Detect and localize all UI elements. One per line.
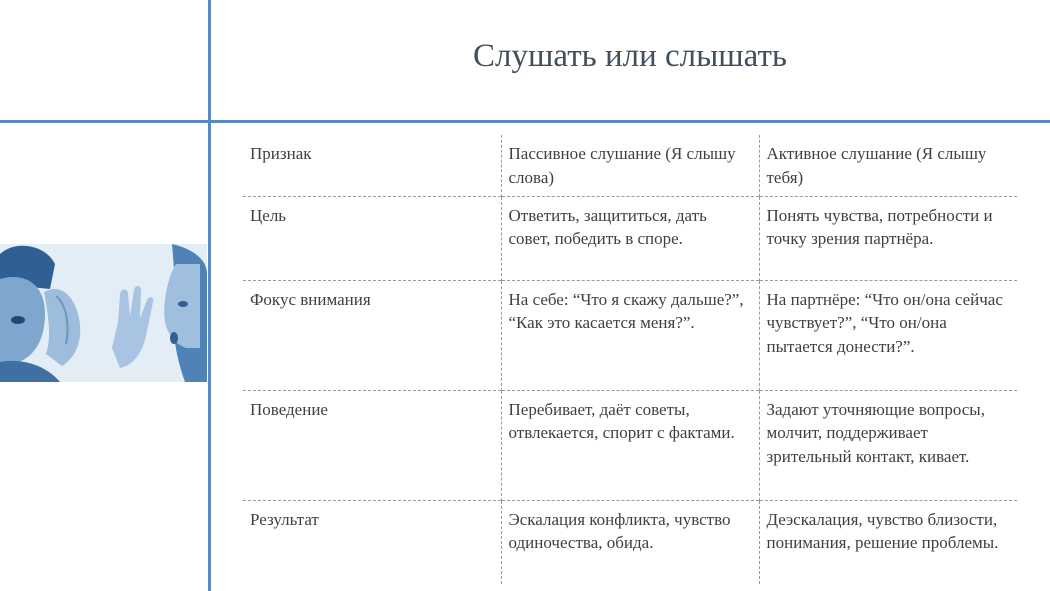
comparison-table <box>243 135 1017 584</box>
vertical-divider-line <box>208 0 211 591</box>
table-cell: Ответить, защититься, дать совет, победить в споре. <box>501 196 759 280</box>
table-cell: Перебивает, даёт советы, отвлекается, спорит с фактами. <box>501 390 759 500</box>
table-cell: Фокус внимания <box>250 289 371 309</box>
table-row <box>243 500 1017 584</box>
slide-title: Слушать или слышать <box>473 38 787 74</box>
table-cell: Эскалация конфликта, чувство одиночества, обида. <box>501 500 759 584</box>
table-cell: Понять чувства, потребности и точку зрения партнёра. <box>759 196 1017 280</box>
table-cell: Поведение <box>250 399 328 419</box>
table-cell: Задают уточняющие вопросы, молчит, поддерживает зрительный контакт, кивает. <box>759 390 1017 500</box>
table-cell: На себе: “Что я скажу дальше?”, “Как это касается меня?”. <box>501 280 759 390</box>
listening-people-photo <box>0 244 207 382</box>
header-cell-active: Активное слушание (Я слышу тебя) <box>759 135 1017 196</box>
table-row <box>243 390 1017 500</box>
table-cell: Цель <box>250 205 287 225</box>
horizontal-divider-line <box>0 120 1050 123</box>
header-cell-feature: Признак <box>250 144 312 163</box>
header-cell-passive: Пассивное слушание (Я слышу слова) <box>501 135 759 196</box>
table-cell: На партнёре: “Что он/она сейчас чувствует?”, “Что он/она пытается донести?”. <box>759 280 1017 390</box>
table-row <box>243 196 1017 280</box>
table-header-row <box>243 135 1017 196</box>
table-row <box>243 280 1017 390</box>
table-cell: Деэскалация, чувство близости, понимания, решение проблемы. <box>759 500 1017 584</box>
table-cell: Результат <box>250 509 319 529</box>
